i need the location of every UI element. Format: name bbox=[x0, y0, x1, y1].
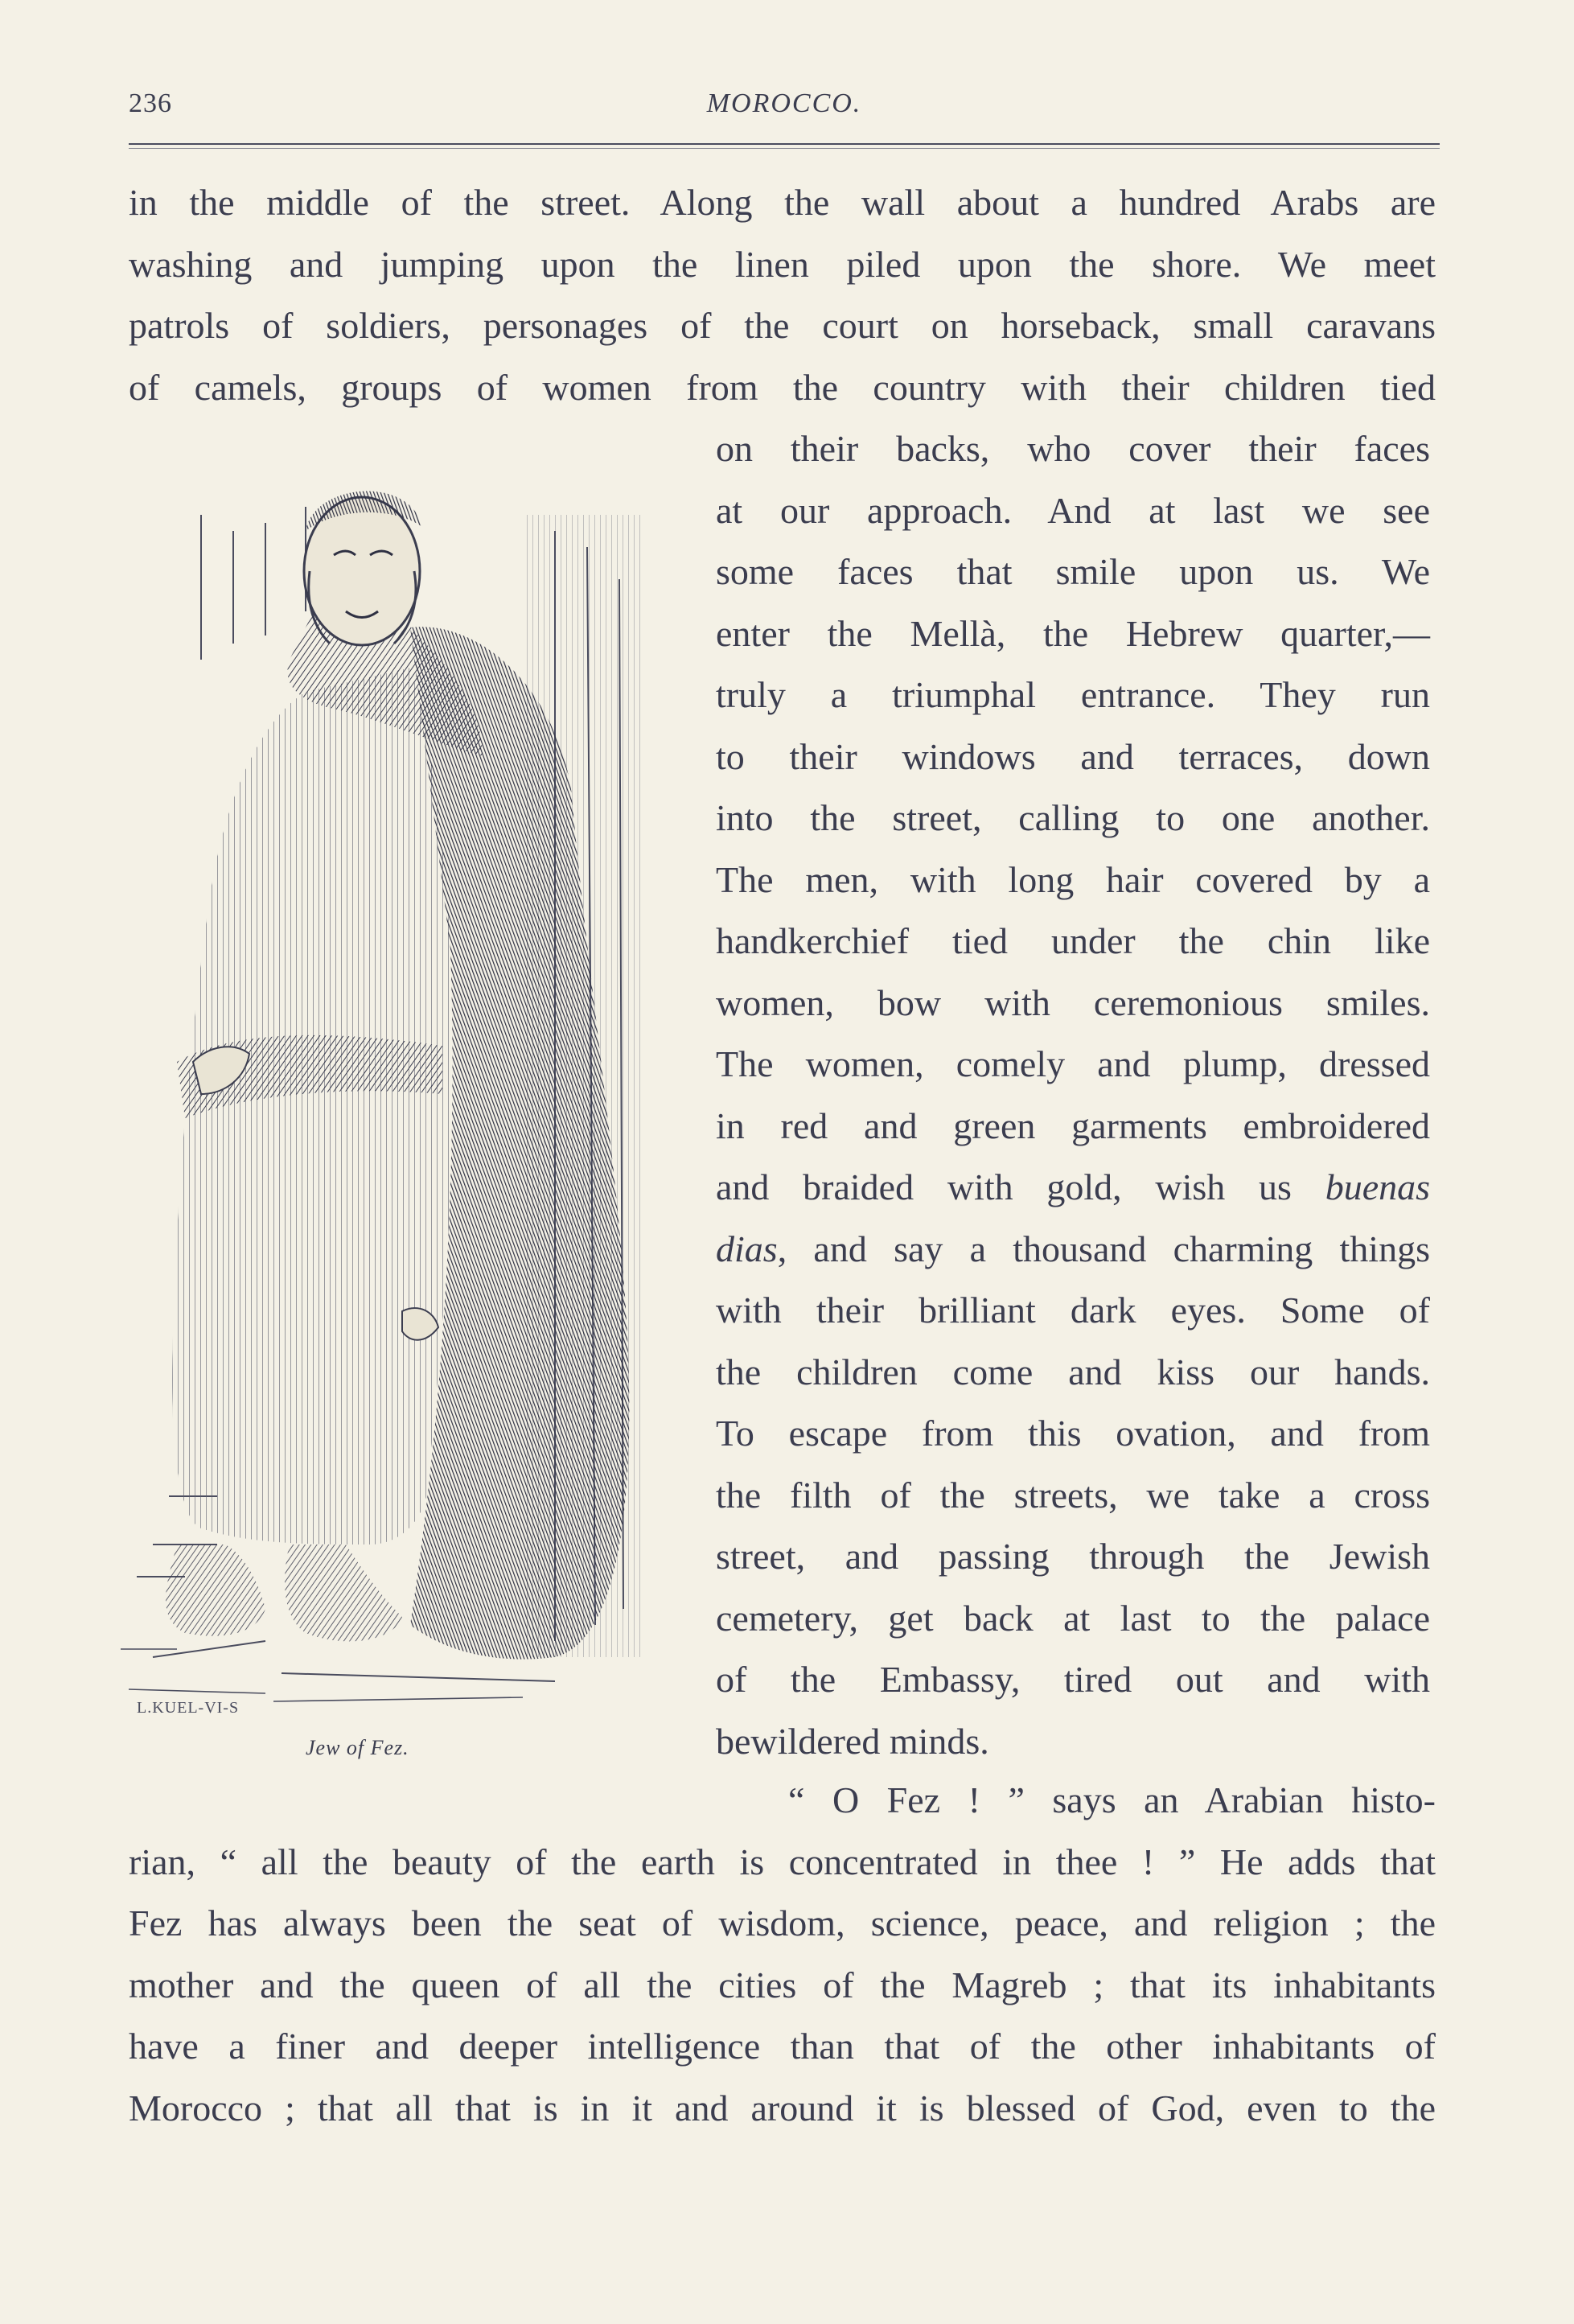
engraver-signature: L.KUEL-VI-S bbox=[137, 1699, 240, 1717]
italic-word: buenas bbox=[1325, 1166, 1431, 1207]
text-line: Morocco ; that all that is in it and around it is blessed of God, even to the bbox=[129, 2087, 1436, 2129]
text-line: handkerchief tied under the chin like bbox=[716, 920, 1430, 961]
text-line-part: , and say a thousand charming things bbox=[777, 1228, 1430, 1269]
text-line: on their backs, who cover their faces bbox=[716, 428, 1430, 469]
text-line-with-italic bbox=[716, 1219, 1430, 1281]
text-line: washing and jumping upon the linen piled upon the shore. We meet bbox=[129, 243, 1436, 285]
text-line: The men, with long hair covered by a bbox=[716, 858, 1430, 900]
text-line: of camels, groups of women from the country with their children tied bbox=[129, 366, 1436, 408]
text-line: have a finer and deeper intelligence than that of the other inhabitants of bbox=[129, 2026, 1436, 2067]
text-line: in red and green garments embroidered bbox=[716, 1104, 1430, 1146]
text-line: “ O Fez ! ” says an Arabian histo- bbox=[788, 1779, 1436, 1820]
page-number: 236 bbox=[129, 88, 172, 118]
text-line: street, and passing through the Jewish bbox=[716, 1536, 1430, 1577]
text-line: Fez has always been the seat of wisdom, science, peace, and religion ; the bbox=[129, 1902, 1436, 1944]
text-line: to their windows and terraces, down bbox=[716, 735, 1430, 777]
text-line: women, bow with ceremonious smiles. bbox=[716, 981, 1430, 1023]
text-line: the filth of the streets, we take a cross bbox=[716, 1474, 1430, 1516]
text-line: with their brilliant dark eyes. Some of bbox=[716, 1290, 1430, 1331]
text-line-part: and braided with gold, wish us bbox=[716, 1166, 1292, 1207]
text-line: The women, comely and plump, dressed bbox=[716, 1043, 1430, 1084]
engraving-jew-of-fez bbox=[105, 450, 651, 1721]
text-line: To escape from this ovation, and from bbox=[716, 1413, 1430, 1454]
illustration-caption: Jew of Fez. bbox=[306, 1736, 409, 1759]
text-line-with-italic bbox=[716, 1157, 1430, 1219]
text-line: in the middle of the street. Along the wall about a hundred Arabs are bbox=[129, 182, 1436, 223]
text-line: bewildered minds. bbox=[716, 1720, 989, 1762]
text-line: enter the Mellà, the Hebrew quarter,— bbox=[716, 612, 1430, 654]
top-paragraph bbox=[129, 172, 1436, 418]
text-line: mother and the queen of all the cities of the Magreb ; that its inhabitants bbox=[129, 1964, 1436, 2005]
italic-word: dias bbox=[716, 1228, 778, 1269]
text-line: some faces that smile upon us. We bbox=[716, 551, 1430, 592]
text-line: the children come and kiss our hands. bbox=[716, 1351, 1430, 1392]
side-column bbox=[716, 418, 1430, 1772]
text-line: cemetery, get back at last to the palace bbox=[716, 1597, 1430, 1639]
bottom-paragraph bbox=[129, 1770, 1436, 2139]
text-line: patrols of soldiers, personages of the court on horseback, small caravans bbox=[129, 305, 1436, 346]
header-rule-thin bbox=[129, 148, 1440, 149]
page-header bbox=[129, 88, 1440, 129]
text-line: truly a triumphal entrance. They run bbox=[716, 674, 1430, 715]
running-title: MOROCCO. bbox=[706, 88, 862, 118]
text-line: into the street, calling to one another. bbox=[716, 797, 1430, 838]
text-line: at our approach. And at last we see bbox=[716, 489, 1430, 531]
header-rule bbox=[129, 143, 1440, 145]
text-line: rian, “ all the beauty of the earth is concentrated in thee ! ” He adds that bbox=[129, 1841, 1436, 1882]
text-line: of the Embassy, tired out and with bbox=[716, 1659, 1430, 1700]
